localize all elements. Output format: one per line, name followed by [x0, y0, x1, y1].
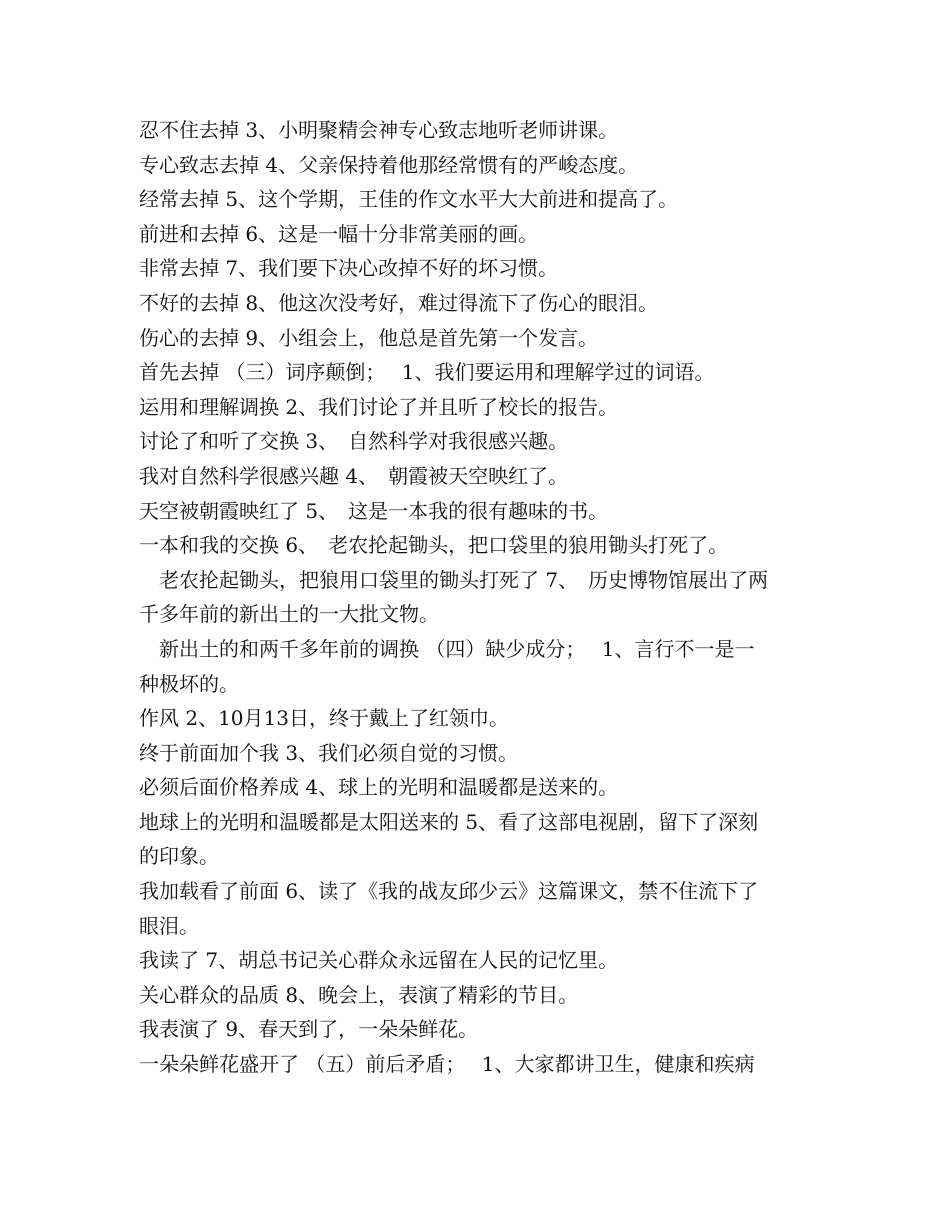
text-line: 运用和理解调换 2、我们讨论了并且听了校长的报告。	[139, 394, 619, 419]
text-line: 专心致志去掉 4、父亲保持着他那经常惯有的严峻态度。	[139, 152, 639, 177]
text-line: 眼泪。	[139, 913, 199, 938]
text-line: 首先去掉 （三）词序颠倒； 1、我们要运用和理解学过的词语。	[139, 360, 715, 385]
text-line: 前进和去掉 6、这是一幅十分非常美丽的画。	[139, 221, 539, 246]
text-line: 讨论了和听了交换 3、 自然科学对我很感兴趣。	[139, 429, 569, 454]
text-line: 经常去掉 5、这个学期，王佳的作文水平大大前进和提高了。	[139, 187, 679, 212]
text-line: 作风 2、10月13日，终于戴上了红领巾。	[139, 706, 509, 731]
text-line: 天空被朝霞映红了 5、 这是一本我的很有趣味的书。	[139, 498, 609, 523]
text-line: 我对自然科学很感兴趣 4、 朝霞被天空映红了。	[139, 463, 569, 488]
text-line: 一本和我的交换 6、 老农抡起锄头，把口袋里的狼用锄头打死了。	[139, 533, 729, 558]
text-line: 必须后面价格养成 4、球上的光明和温暖都是送来的。	[139, 775, 619, 800]
text-line: 种极坏的。	[139, 671, 239, 696]
text-line: 我加载看了前面 6、读了《我的战友邱少云》这篇课文，禁不住流下了	[139, 879, 759, 904]
text-line: 我表演了 9、春天到了，一朵朵鲜花。	[139, 1017, 479, 1042]
text-line: 我读了 7、胡总书记关心群众永远留在人民的记忆里。	[139, 948, 619, 973]
text-line: 终于前面加个我 3、我们必须自觉的习惯。	[139, 740, 519, 765]
text-line: 不好的去掉 8、他这次没考好，难过得流下了伤心的眼泪。	[139, 290, 659, 315]
text-line: 的印象。	[139, 844, 219, 869]
text-line: 一朵朵鲜花盛开了 （五）前后矛盾； 1、大家都讲卫生，健康和疾病	[139, 1052, 755, 1077]
text-line: 千多年前的新出土的一大批文物。	[139, 602, 439, 627]
text-line: 非常去掉 7、我们要下决心改掉不好的坏习惯。	[139, 256, 559, 281]
text-line: 伤心的去掉 9、小组会上，他总是首先第一个发言。	[139, 325, 599, 350]
document-body	[139, 113, 819, 1082]
text-line: 新出土的和两千多年前的调换 （四）缺少成分； 1、言行不一是一	[139, 636, 755, 661]
text-line: 关心群众的品质 8、晚会上，表演了精彩的节目。	[139, 982, 579, 1007]
text-line: 忍不住去掉 3、小明聚精会神专心致志地听老师讲课。	[139, 118, 619, 142]
text-line: 地球上的光明和温暖都是太阳送来的 5、看了这部电视剧，留下了深刻	[139, 809, 759, 834]
text-line: 老农抡起锄头，把狼用口袋里的锄头打死了 7、 历史博物馆展出了两	[139, 567, 769, 592]
